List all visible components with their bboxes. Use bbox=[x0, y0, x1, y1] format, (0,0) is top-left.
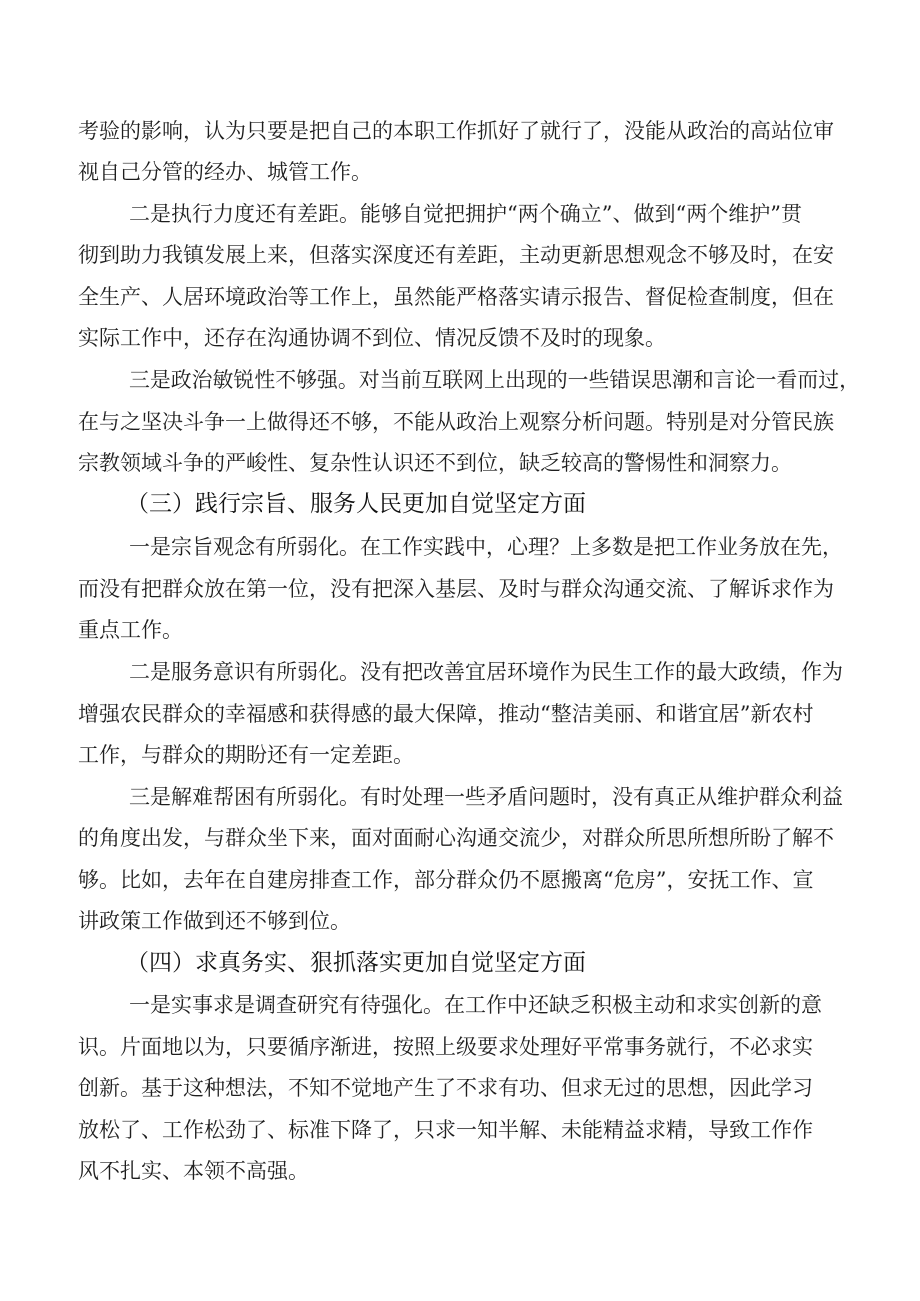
text-line: 彻到助力我镇发展上来，但落实深度还有差距，主动更新思想观念不够及时，在安 bbox=[78, 243, 834, 267]
text-line: 二是服务意识有所弱化。没有把改善宜居环境作为民生工作的最大政绩，作为 bbox=[129, 660, 843, 684]
text-line: 的角度出发，与群众坐下来，面对面耐心沟通交流少，对群众所思所想所盼了解不 bbox=[78, 826, 834, 850]
text-line: 而没有把群众放在第一位，没有把深入基层、及时与群众沟通交流、了解诉求作为 bbox=[78, 577, 834, 601]
text-line: 重点工作。 bbox=[78, 618, 183, 642]
text-line: 视自己分管的经办、城管工作。 bbox=[78, 160, 372, 184]
text-line: 一是实事求是调查研究有待强化。在工作中还缺乏积极主动和求实创新的意 bbox=[129, 993, 822, 1017]
text-line: 增强农民群众的幸福感和获得感的最大保障，推动“整洁美丽、和谐宜居”新农村 bbox=[78, 702, 814, 726]
text-line: 风不扎实、本领不高强。 bbox=[78, 1159, 309, 1183]
text-line: 工作，与群众的期盼还有一定差距。 bbox=[78, 743, 414, 767]
text-line: 在与之坚决斗争一上做得还不够，不能从政治上观察分析问题。特别是对分管民族 bbox=[78, 410, 834, 434]
text-line: 讲政策工作做到还不够到位。 bbox=[78, 909, 351, 933]
text-line: 考验的影响，认为只要是把自己的本职工作抓好了就行了，没能从政治的高站位审 bbox=[78, 119, 834, 143]
text-line: 宗教领域斗争的严峻性、复杂性认识还不到位，缺乏较高的警惕性和洞察力。 bbox=[78, 451, 792, 475]
section-heading-3: （三）践行宗旨、服务人民更加自觉坚定方面 bbox=[126, 491, 586, 517]
text-line: 三是解难帮困有所弱化。有时处理一些矛盾问题时，没有真正从维护群众利益 bbox=[129, 785, 843, 809]
section-heading-4: （四）求真务实、狠抓落实更加自觉坚定方面 bbox=[126, 950, 586, 976]
text-line: 识。片面地以为，只要循序渐进，按照上级要求处理好平常事务就行，不必求实 bbox=[78, 1035, 813, 1059]
text-line: 放松了、工作松劲了、标准下降了，只求一知半解、未能精益求精，导致工作作 bbox=[78, 1118, 813, 1142]
text-line: 全生产、人居环境政治等工作上，虽然能严格落实请示报告、督促检查制度，但在 bbox=[78, 285, 834, 309]
text-line: 创新。基于这种想法，不知不觉地产生了不求有功、但求无过的思想，因此学习 bbox=[78, 1076, 813, 1100]
text-line: 实际工作中，还存在沟通协调不到位、情况反馈不及时的现象。 bbox=[78, 326, 666, 350]
text-line: 一是宗旨观念有所弱化。在工作实践中，心理？上多数是把工作业务放在先， bbox=[129, 535, 843, 559]
text-line: 三是政治敏锐性不够强。对当前互联网上出现的一些错误思潮和言论一看而过， bbox=[129, 368, 860, 392]
text-line: 二是执行力度还有差距。能够自觉把拥护“两个确立”、做到“两个维护”贯 bbox=[129, 202, 802, 226]
text-line: 够。比如，去年在自建房排查工作，部分群众仍不愿搬离“危房”，安抚工作、宣 bbox=[78, 868, 814, 892]
